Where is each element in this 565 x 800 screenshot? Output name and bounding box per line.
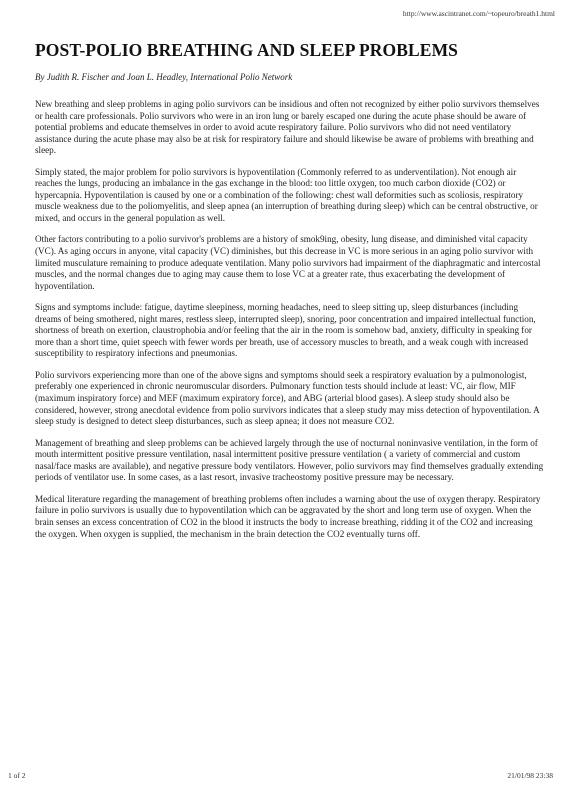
document-body [35,99,545,550]
page-url: http://www.ascintranet.com/~topeuro/breath1.html [402,9,555,18]
print-timestamp: 21/01/98 23:38 [507,771,553,780]
paragraph-signs-symptoms: Signs and symptoms include: fatigue, daytime sleepiness, morning headaches, need to sleep sitting up, sleep disturbances (including dreams of being smothered, night mares, restless sleep, interrupted sleep), snoring, poor concentration and impaired intellectual function, shortness of breath on exertion, claustrophobia and/or feeling that the air in the room is somehow bad, anxiety, difficulty in speaking for more than a short time, quiet speech with fewer words per breath, use of accessory muscles to breath, and a weak cough with increased susceptibility to respiratory infections and pneumonias. [35,302,536,359]
paragraph-contributing-factors: Other factors contributing to a polio survivor's problems are a history of smok9ing, obesity, lung disease, and diminished vital capacity (VC). As aging occurs in anyone, vital capacity (VC) diminishes, but this decrease in VC is more serious in an aging polio survivor with limited musculature remaining to produce adequate ventilation. Many polio survivors had impairment of the diaphragmatic and intercostal muscles, and the normal changes due to aging may cause them to lose VC at a greater rate, thus exacerbating the development of hypoventilation. [35,234,541,291]
page-number: 1 of 2 [8,771,26,780]
document-title: POST-POLIO BREATHING AND SLEEP PROBLEMS [35,40,459,60]
paragraph-management: Management of breathing and sleep problems can be achieved largely through the use of nocturnal noninvasive ventilation, in the form of mouth intermittent positive pressure ventilation, nasal intermittent positive pressure ventilation ( a variety of commercial and custom nasal/face masks are available), and negative pressure body ventilators. However, polio survivors may find themselves gradually extending periods of ventilator use. In some cases, as a last resort, invasive tracheostomy positive pressure may be necessary. [35,437,544,483]
paragraph-oxygen-therapy: Medical literature regarding the management of breathing problems often includes a warning about the use of oxygen therapy. Respiratory failure in polio survivors is usually due to hypoventilation which can be aggravated by the short and long term use of oxygen. When the brain senses an excess concentration of CO2 in the blood it instructs the body to increase breathing, ridding it of the CO2 and increasing the oxygen. When oxygen is supplied, the mechanism in the brain detection the CO2 eventually turns off. [35,493,541,539]
document-byline: By Judith R. Fischer and Joan L. Headley, International Polio Network [35,72,293,82]
paragraph-evaluation: Polio survivors experiencing more than one of the above signs and symptoms should seek a respiratory evaluation by a pulmonologist, preferably one experienced in chronic neuromuscular disorders. Pulmonary function tests should include at least: VC, air flow, MIF (maximum inspiratory force) and MEF (maximum expiratory force), and ABG (arterial blood gases). A sleep study should also be considered, however, strong anecdotal evidence from polio survivors indicates that a sleep study may miss detection of hypoventilation. A sleep study is designed to detect sleep disturbances, such as sleep apnea; it does not measure CO2. [35,369,540,427]
paragraph-hypoventilation: Simply stated, the major problem for polio survivors is hypoventilation (Commonly referred to as underventilation). Not enough air reaches the lungs, producing an imbalance in the gas exchange in the blood: too little oxygen, too much carbon dioxide (CO2) or hypercapnia. Hypoventilation is caused by one or a combination of the following: chest wall deformities such as scoliosis, respiratory muscle weakness due to the poliomyelitis, and sleep apnea (an interruption of breathing during sleep) which can be central obstructive, or mixed, and occurs in the general population as well. [35,166,538,223]
paragraph-intro: New breathing and sleep problems in aging polio survivors can be insidious and often not recognized by either polio survivors themselves or health care professionals. Polio survivors who were in an iron lung or barely escaped one during the acute phase should be aware of potential problems and educate themselves in order to avoid acute respiratory failure. Polio survivors who did not need ventilatory assistance during the acute phase may also be at risk for respiratory failure and should likewise be aware of problems with breathing and sleep. [35,99,540,156]
